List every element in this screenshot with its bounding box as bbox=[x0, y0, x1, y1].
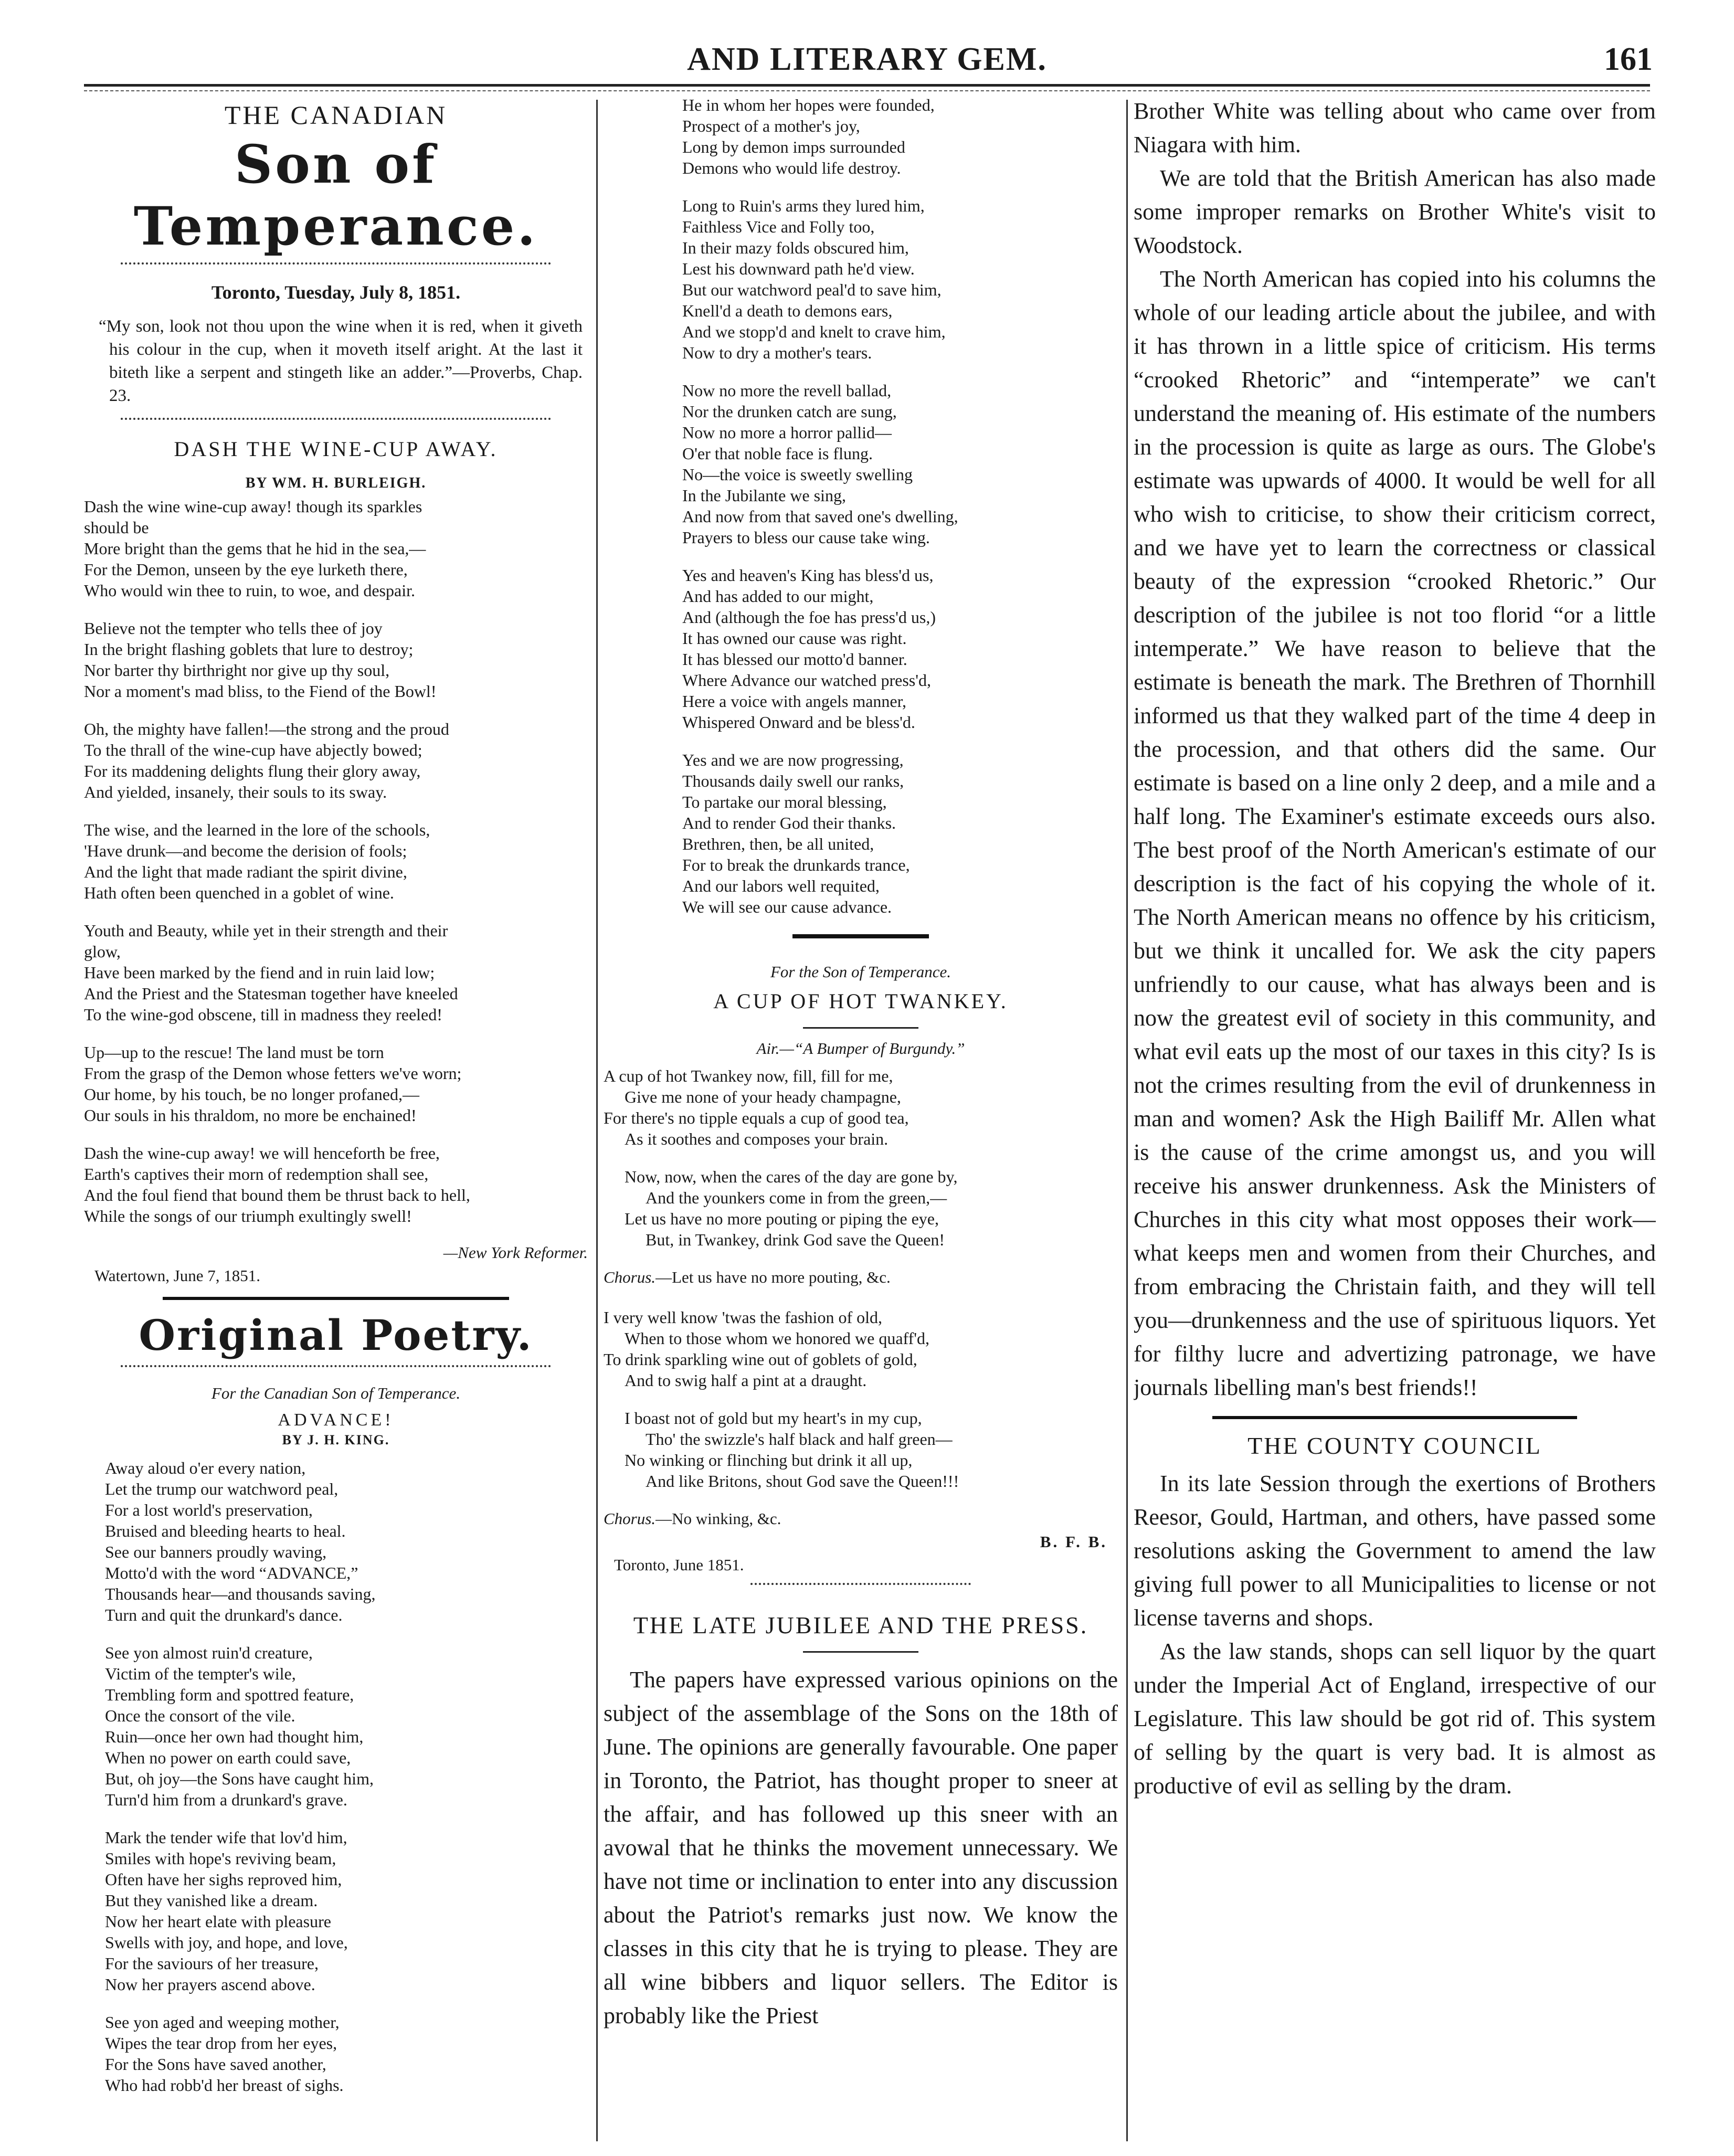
poem-line: When to those whom we honored we quaff'd, bbox=[625, 1329, 930, 1348]
poem-line: Let the trump our watchword peal, bbox=[105, 1479, 339, 1498]
poem-line: In their mazy folds obscured him, bbox=[682, 238, 909, 257]
poem-line: And the light that made radiant the spirit divine, bbox=[84, 862, 407, 881]
section-rule bbox=[163, 1297, 509, 1300]
signature-line bbox=[614, 1533, 1107, 1551]
poem-line: For its maddening delights flung their glory away, bbox=[84, 762, 421, 780]
poem-source: —New York Reformer. bbox=[443, 1243, 588, 1262]
poem-line: But our watchword peal'd to save him, bbox=[682, 280, 942, 299]
poem-stanza bbox=[682, 749, 1118, 917]
poem-byline: BY J. H. KING. bbox=[282, 1432, 390, 1447]
poem-line: And our labors well requited, bbox=[682, 876, 880, 895]
poem-line: O'er that noble face is flung. bbox=[682, 444, 873, 463]
poem-line: Motto'd with the word “ADVANCE,” bbox=[105, 1563, 358, 1582]
poem-line: Prayers to bless our cause take wing. bbox=[682, 528, 930, 547]
poem-line: No winking or flinching but drink it all up, bbox=[625, 1451, 913, 1470]
poem-line: And (although the foe has press'd us,) bbox=[682, 608, 936, 627]
poem-line: Victim of the tempter's wile, bbox=[105, 1664, 296, 1683]
poem-stanza bbox=[84, 496, 588, 601]
wavy-rule bbox=[121, 418, 551, 427]
poem-title: A CUP OF HOT TWANKEY. bbox=[713, 989, 1008, 1013]
chorus-label: Chorus. bbox=[604, 1509, 656, 1528]
poem-stanza bbox=[682, 94, 1118, 178]
section-rule bbox=[1212, 1416, 1577, 1419]
poem-line: And we stopp'd and knelt to crave him, bbox=[682, 322, 946, 341]
poem-stanza bbox=[84, 819, 588, 903]
poem-line: When no power on earth could save, bbox=[105, 1748, 351, 1767]
poem-line: Brethren, then, be all united, bbox=[682, 834, 874, 853]
header-rule-dashed bbox=[84, 90, 1650, 91]
poem-dedication: For the Canadian Son of Temperance. bbox=[211, 1384, 461, 1402]
poem-line: Here a voice with angels manner, bbox=[682, 692, 906, 711]
poem-line: To drink sparkling wine out of goblets of gold, bbox=[604, 1350, 917, 1369]
article-paragraph: The papers have expressed various opinions on the subject of the assemblage of the Sons on the 18th of June. The opinions are generally favourable. One paper in Toronto, the Patriot, has thought proper to sneer at the affair, and has followed up this sneer with an avowal that he thinks the movement unnecessary. We have not time or inclination to enter into any discussion about the Patriot's remarks just now. We know the classes in this city that he is trying to please. They are all wine bibbers and liquor sellers. The Editor is probably like the Priest bbox=[604, 1667, 1118, 2028]
poem-stanza bbox=[604, 1307, 1118, 1391]
poem-line: Let us have no more pouting or piping the eye, bbox=[625, 1209, 939, 1228]
poem-line: In the Jubilante we sing, bbox=[682, 486, 846, 505]
poem-line: And yielded, insanely, their souls to its sway. bbox=[84, 783, 387, 801]
poem-line: See yon almost ruin'd creature, bbox=[105, 1643, 313, 1662]
poem-line: Up—up to the rescue! The land must be torn bbox=[84, 1043, 384, 1062]
page-number: 161 bbox=[1604, 41, 1653, 77]
poem-line: Have been marked by the fiend and in ruin laid low; bbox=[84, 963, 435, 982]
poem-body-continued bbox=[604, 94, 1118, 917]
poem-line: Trembling form and spottred feature, bbox=[105, 1685, 354, 1704]
poem-line: Smiles with hope's reviving beam, bbox=[105, 1849, 336, 1868]
poem-line: And the younkers come in from the green,— bbox=[646, 1188, 947, 1207]
poem-stanza bbox=[604, 1166, 1118, 1250]
poem-line: See our banners proudly waving, bbox=[105, 1542, 327, 1561]
poem-line: In the bright flashing goblets that lure to destroy; bbox=[84, 640, 414, 659]
article-paragraph: We are told that the British American has also made some improper remarks on Brother White's visit to Woodstock. bbox=[1134, 165, 1656, 258]
poem-place-date: Toronto, June 1851. bbox=[614, 1556, 744, 1574]
poem-line: For the Demon, unseen by the eye lurketh there, bbox=[84, 560, 408, 579]
poem-line: And the foul fiend that bound them be thrust back to hell, bbox=[84, 1186, 470, 1204]
poem-line: He in whom her hopes were founded, bbox=[682, 96, 935, 114]
column-2 bbox=[604, 94, 1118, 2141]
epigraph: “My son, look not thou upon the wine when it is red, when it giveth his colour in the cup, when it moveth itself aright. At the last it biteth like a serpent and stingeth like an adder.”—Proverbs, Chap. 23. bbox=[99, 317, 583, 405]
poem-stanza bbox=[84, 920, 588, 1025]
poem-byline: BY WM. H. BURLEIGH. bbox=[245, 475, 427, 491]
poem-chorus bbox=[604, 1267, 1118, 1288]
poem-line: Mark the tender wife that lov'd him, bbox=[105, 1828, 347, 1847]
poem-stanza bbox=[105, 2012, 588, 2096]
poem-title: DASH THE WINE-CUP AWAY. bbox=[174, 437, 498, 461]
masthead-line-1: THE CANADIAN bbox=[224, 100, 448, 130]
poem-line: Give me none of your heady champagne, bbox=[625, 1087, 901, 1106]
poem-body bbox=[84, 1457, 588, 2096]
poem-line: Faithless Vice and Folly too, bbox=[682, 217, 875, 236]
poem-line: Prospect of a mother's joy, bbox=[682, 117, 860, 135]
poem-line: Oh, the mighty have fallen!—the strong and the proud bbox=[84, 720, 449, 738]
poem-line: And has added to our might, bbox=[682, 587, 874, 606]
poem-line: It has owned our cause was right. bbox=[682, 629, 907, 648]
poem-line: Earth's captives their morn of redemption shall see, bbox=[84, 1165, 429, 1183]
article-paragraph: The North American has copied into his columns the whole of our leading article about the jubilee, and with it has thrown in a little spice of criticism. His terms “crooked Rhetoric” and “intemperate” we can't understand the meaning of. His estimate of the numbers in the procession is quite as large as ours. The Globe's estimate was upwards of 4000. It would be well for all who wish to criticise, to show their criticism correct, and we have yet to learn the correctness or classical beauty of the expression “crooked Rhetoric.” Our description of the jubilee is not too florid “or a little intemperate.” We have reason to believe that the estimate is beneath the mark. The Brethren of Thornhill informed us that they walked part of the time 4 deep in the procession, and that others did the same. Our estimate is based on a line only 2 deep, and a mile and a half long. The Examiner's estimate exceeds ours also. The best proof of the North American's estimate of our description is the fact of his copying the whole of it. The North American means no offence by his criticism, but we think it uncalled for. We ask the city papers unfriendly to our cause, what has always been and is now the greatest evil of society in this community, and what evil eats up the most of our taxes in this city? Is is not the crimes resulting from the evil of drunkenness in man and women? Ask the High Bailiff Mr. Allen what is the cause of the crime amongst us, and you will receive his answer drunkenness. Ask the Ministers of Churches in this city what most opposes their work—what keeps men and women from their Churches, and from embracing the Christain faith, and they will tell you—drunkenness and the use of spirituous liquors. Yet for filthy lucre and advertizing patronage, we have journals libelling man's best friends!! bbox=[1134, 266, 1656, 1400]
column-1 bbox=[84, 94, 588, 2141]
poem-line: Turn and quit the drunkard's dance. bbox=[105, 1605, 343, 1624]
poem-body bbox=[84, 496, 588, 1227]
poem-line: Yes and heaven's King has bless'd us, bbox=[682, 566, 934, 585]
title-rule bbox=[803, 1651, 918, 1653]
poem-line: Nor a moment's mad bliss, to the Fiend of the Bowl! bbox=[84, 682, 437, 701]
poem-line: And to swig half a pint at a draught. bbox=[625, 1371, 867, 1390]
column-divider bbox=[1126, 100, 1128, 2141]
poem-line: Tho' the swizzle's half black and half green— bbox=[646, 1430, 953, 1449]
article-title: THE LATE JUBILEE AND THE PRESS. bbox=[633, 1612, 1088, 1639]
author-signature: B. F. B. bbox=[1040, 1533, 1107, 1551]
poem-stanza bbox=[84, 718, 588, 802]
poem-air: Air.—“A Bumper of Burgundy.” bbox=[756, 1039, 965, 1058]
poem-line: Thousands hear—and thousands saving, bbox=[105, 1584, 376, 1603]
poem-line: Youth and Beauty, while yet in their strength and their bbox=[84, 921, 448, 940]
poem-line: To the thrall of the wine-cup have abjectly bowed; bbox=[84, 741, 422, 759]
poem-line: But they vanished like a dream. bbox=[105, 1891, 318, 1910]
poem-line: Nor barter thy birthright nor give up thy soul, bbox=[84, 661, 390, 680]
poem-line: Often have her sighs reproved him, bbox=[105, 1870, 342, 1889]
article-paragraph: Brother White was telling about who came over from Niagara with him. bbox=[1134, 98, 1656, 157]
article-paragraph: As the law stands, shops can sell liquor by the quart under the Imperial Act of England, irrespective of our Legislature. This law should be got rid of. This system of selling by the quart is very bad. It is almost as productive of evil as selling by the dram. bbox=[1134, 1639, 1656, 1799]
masthead-title: Son of Temperance. bbox=[133, 133, 538, 257]
poem-line: Away aloud o'er every nation, bbox=[105, 1459, 306, 1477]
poem-stanza bbox=[84, 618, 588, 702]
poem-line: For the saviours of her treasure, bbox=[105, 1954, 319, 1973]
section-title: Original Poetry. bbox=[139, 1310, 533, 1360]
wavy-rule bbox=[121, 262, 551, 272]
poem-dedication: For the Son of Temperance. bbox=[770, 963, 951, 981]
poem-line: And like Britons, shout God save the Queen!!! bbox=[646, 1472, 959, 1491]
poem-line: Now to dry a mother's tears. bbox=[682, 343, 872, 362]
poem-line: Demons who would life destroy. bbox=[682, 158, 901, 177]
poem-line: Now no more the revell ballad, bbox=[682, 381, 892, 400]
poem-line: The wise, and the learned in the lore of the schools, bbox=[84, 820, 430, 839]
poem-chorus bbox=[604, 1508, 1118, 1529]
title-rule bbox=[803, 1027, 918, 1029]
poem-line: We will see our cause advance. bbox=[682, 897, 892, 916]
article-body bbox=[1134, 94, 1656, 1404]
poem-line: Turn'd him from a drunkard's grave. bbox=[105, 1790, 347, 1809]
poem-line: Long by demon imps surrounded bbox=[682, 138, 905, 156]
poem-line: And to render God their thanks. bbox=[682, 813, 896, 832]
poem-title: ADVANCE! bbox=[278, 1410, 394, 1430]
poem-stanza bbox=[105, 1642, 588, 1810]
poem-line: Knell'd a death to demons ears, bbox=[682, 301, 893, 320]
chorus-label: Chorus. bbox=[604, 1268, 656, 1286]
poem-line: No—the voice is sweetly swelling bbox=[682, 465, 913, 484]
poem-stanza bbox=[105, 1827, 588, 1995]
poem-stanza bbox=[105, 1457, 588, 1625]
chorus-text: —Let us have no more pouting, &c. bbox=[655, 1268, 891, 1286]
poem-line: As it soothes and composes your brain. bbox=[625, 1129, 889, 1148]
poem-line: Now no more a horror pallid— bbox=[682, 423, 892, 442]
poem-stanza bbox=[604, 1408, 1118, 1492]
article-paragraph: In its late Session through the exertions of Brothers Reesor, Gould, Hartman, and others, have passed some resolutions asking the Government to amend the law giving full power to all Municipalities to license or not license taverns and shops. bbox=[1134, 1471, 1656, 1631]
poem-line: But, in Twankey, drink God save the Queen! bbox=[646, 1230, 945, 1249]
poem-line: For there's no tipple equals a cup of good tea, bbox=[604, 1108, 909, 1127]
poem-stanza bbox=[84, 1143, 588, 1227]
poem-line: 'Have drunk—and become the derision of fools; bbox=[84, 841, 407, 860]
poem-line: Once the consort of the vile. bbox=[105, 1706, 295, 1725]
dateline: Toronto, Tuesday, July 8, 1851. bbox=[211, 282, 461, 303]
poem-line: glow, bbox=[84, 942, 121, 961]
poem-line: I very well know 'twas the fashion of old, bbox=[604, 1308, 882, 1327]
chorus-text: —No winking, &c. bbox=[655, 1509, 781, 1528]
section-rule bbox=[792, 934, 929, 938]
poem-line: Thousands daily swell our ranks, bbox=[682, 771, 904, 790]
poem-line: More bright than the gems that he hid in the sea,— bbox=[84, 539, 426, 558]
poem-line: Now her prayers ascend above. bbox=[105, 1975, 315, 1994]
poem-line: Where Advance our watched press'd, bbox=[682, 671, 932, 690]
poem-stanza bbox=[84, 1042, 588, 1126]
column-3 bbox=[1134, 94, 1656, 2141]
poem-line: See yon aged and weeping mother, bbox=[105, 2013, 340, 2032]
poem-line: Hath often been quenched in a goblet of wine. bbox=[84, 883, 394, 902]
poem-line: Swells with joy, and hope, and love, bbox=[105, 1933, 348, 1952]
poem-line: Ruin—once her own had thought him, bbox=[105, 1727, 364, 1746]
poem-stanza bbox=[682, 195, 1118, 363]
article-body bbox=[1134, 1467, 1656, 1803]
poem-line: Now, now, when the cares of the day are gone by, bbox=[625, 1167, 958, 1186]
poem-line: While the songs of our triumph exultingly swell! bbox=[84, 1207, 412, 1225]
poem-line: Dash the wine wine-cup away! though its sparkles bbox=[84, 497, 422, 516]
poem-line: For a lost world's preservation, bbox=[105, 1500, 313, 1519]
header-rule bbox=[84, 84, 1650, 87]
wavy-rule bbox=[121, 1365, 551, 1375]
running-title: AND LITERARY GEM. bbox=[687, 41, 1047, 77]
poem-line: For to break the drunkards trance, bbox=[682, 855, 910, 874]
poem-line: Bruised and bleeding hearts to heal. bbox=[105, 1521, 346, 1540]
poem-line: For the Sons have saved another, bbox=[105, 2055, 326, 2074]
wavy-rule bbox=[750, 1583, 971, 1592]
poem-stanza bbox=[682, 380, 1118, 548]
poem-line: And now from that saved one's dwelling, bbox=[682, 507, 958, 526]
poem-line: Long to Ruin's arms they lured him, bbox=[682, 196, 925, 215]
poem-line: Who would win thee to ruin, to woe, and despair. bbox=[84, 581, 415, 600]
column-divider bbox=[596, 100, 598, 2141]
poem-line: To the wine-god obscene, till in madness they reeled! bbox=[84, 1005, 442, 1024]
article-body bbox=[604, 1663, 1118, 2033]
article-title: THE COUNTY COUNCIL bbox=[1247, 1432, 1542, 1459]
poem-line: Now her heart elate with pleasure bbox=[105, 1912, 331, 1931]
poem-line: Whispered Onward and be bless'd. bbox=[682, 713, 915, 732]
poem-stanza bbox=[604, 1065, 1118, 1149]
poem-line: From the grasp of the Demon whose fetters we've worn; bbox=[84, 1064, 462, 1083]
poem-place-date: Watertown, June 7, 1851. bbox=[94, 1266, 261, 1285]
poem-line: To partake our moral blessing, bbox=[682, 792, 887, 811]
poem-line: A cup of hot Twankey now, fill, fill for me, bbox=[604, 1066, 893, 1085]
page-header bbox=[0, 31, 1734, 94]
poem-line: But, oh joy—the Sons have caught him, bbox=[105, 1769, 374, 1788]
poem-line: Dash the wine-cup away! we will henceforth be free, bbox=[84, 1144, 440, 1162]
poem-line: Lest his downward path he'd view. bbox=[682, 259, 915, 278]
poem-line: Wipes the tear drop from her eyes, bbox=[105, 2034, 337, 2053]
poem-line: It has blessed our motto'd banner. bbox=[682, 650, 907, 669]
poem-line: Nor the drunken catch are sung, bbox=[682, 402, 897, 421]
poem-line: I boast not of gold but my heart's in my cup, bbox=[625, 1409, 922, 1428]
poem-line: Who had robb'd her breast of sighs. bbox=[105, 2076, 344, 2095]
poem-line: should be bbox=[84, 518, 149, 537]
poem-stanza bbox=[682, 565, 1118, 733]
poem-line: Our home, by his touch, be no longer profaned,— bbox=[84, 1085, 419, 1104]
poem-line: Yes and we are now progressing, bbox=[682, 751, 904, 769]
poem-line: Believe not the tempter who tells thee of joy bbox=[84, 619, 383, 638]
poem-line: And the Priest and the Statesman together have kneeled bbox=[84, 984, 458, 1003]
poem-line: Our souls in his thraldom, no more be enchained! bbox=[84, 1106, 417, 1125]
